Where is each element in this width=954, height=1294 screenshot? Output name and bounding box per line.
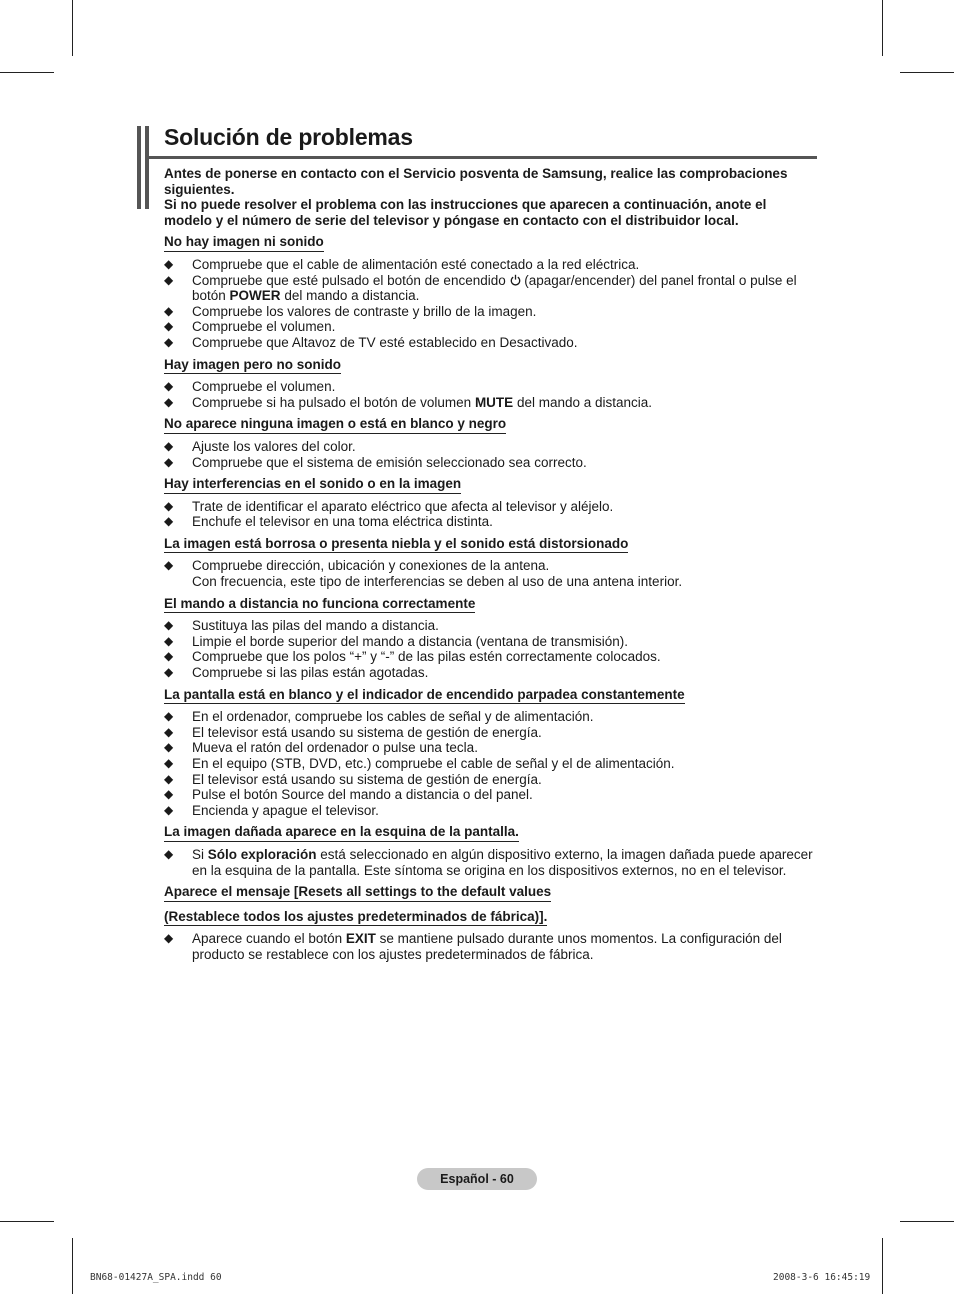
page-title: Solución de problemas <box>164 124 413 150</box>
section <box>164 687 814 819</box>
section-heading: Aparece el mensaje [Resets all settings to the default values <box>164 884 551 902</box>
section <box>164 476 814 530</box>
item-text: Trate de identificar el aparato eléctrico que afecta al televisor y aléjelo. <box>192 498 614 514</box>
item-text: está seleccionado en algún dispositivo externo, la imagen dañada puede aparecer en la esquina de la pantalla. Este síntoma se origina en los dispositivos externos, no en el televisor. <box>192 846 813 878</box>
intro-text-1: Antes de ponerse en contacto con el Servicio posventa de Samsung, realice las comprobaciones siguientes. <box>164 166 788 197</box>
diamond-bullet-icon: ◆ <box>164 756 174 770</box>
bullet-list <box>164 499 814 530</box>
item-text: En el ordenador, compruebe los cables de señal y de alimentación. <box>192 709 594 725</box>
print-slug-file: BN68-01427A_SPA.indd 60 <box>90 1272 222 1283</box>
section-heading: La pantalla está en blanco y el indicador de encendido parpadea constantemente <box>164 687 685 705</box>
diamond-bullet-icon: ◆ <box>164 438 174 453</box>
list-item <box>164 756 814 772</box>
item-text: En el equipo (STB, DVD, etc.) compruebe el cable de señal y el de alimentación. <box>192 756 675 771</box>
item-text: Mueva el ratón del ordenador o pulse una tecla. <box>192 740 478 756</box>
content <box>164 166 814 963</box>
list-item <box>164 649 814 665</box>
diamond-bullet-icon: ◆ <box>164 394 174 409</box>
item-text: Sustituya las pilas del mando a distancia. <box>192 618 439 634</box>
section <box>164 596 814 681</box>
item-text: Compruebe dirección, ubicación y conexiones de la antena. <box>192 558 550 574</box>
list-item <box>164 772 814 788</box>
item-text: Compruebe que esté pulsado el botón de encendido <box>192 272 510 288</box>
diamond-bullet-icon: ◆ <box>164 633 174 648</box>
page-number-badge: Español - 60 <box>417 1168 537 1190</box>
section-heading-line2: (Restablece todos los ajustes predeterminados de fábrica)]. <box>164 909 547 927</box>
item-text: Enchufe el televisor en una toma eléctrica distinta. <box>192 514 493 530</box>
list-item <box>164 725 814 741</box>
crop-mark <box>72 0 73 56</box>
item-text: Compruebe el volumen. <box>192 319 336 335</box>
section-heading: El mando a distancia no funciona correctamente <box>164 596 475 614</box>
bullet-list <box>164 257 814 351</box>
list-item <box>164 257 814 273</box>
list-item <box>164 514 814 530</box>
item-text: Compruebe que el sistema de emisión seleccionado sea correcto. <box>192 454 587 470</box>
diamond-bullet-icon: ◆ <box>164 931 174 946</box>
section-heading: Hay imagen pero no sonido <box>164 357 341 375</box>
item-text: Si <box>192 846 208 862</box>
section <box>164 357 814 411</box>
item-text: Aparece cuando el botón <box>192 931 346 947</box>
list-item <box>164 499 814 515</box>
list-item <box>164 273 814 304</box>
item-text: Compruebe que Altavoz de TV esté establecido en Desactivado. <box>192 334 578 350</box>
crop-mark <box>72 1238 73 1294</box>
list-item <box>164 847 814 878</box>
title-accent-bar <box>145 126 149 209</box>
section-heading: La imagen está borrosa o presenta niebla y el sonido está distorsionado <box>164 536 628 554</box>
diamond-bullet-icon: ◆ <box>164 846 174 861</box>
power-icon <box>510 274 521 286</box>
diamond-bullet-icon: ◆ <box>164 514 174 529</box>
list-item <box>164 319 814 335</box>
diamond-bullet-icon: ◆ <box>164 802 174 817</box>
item-text: Compruebe que los polos “+” y “-” de las pilas estén correctamente colocados. <box>192 649 661 665</box>
crop-mark <box>900 1221 954 1222</box>
bullet-list <box>164 709 814 818</box>
diamond-bullet-icon: ◆ <box>164 498 174 513</box>
intro-text-2: Si no puede resolver el problema con las instrucciones que aparecen a continuación, anote el modelo y el número de serie del televisor y póngase en contacto con el distribuidor local. <box>164 197 767 228</box>
item-text: Compruebe si las pilas están agotadas. <box>192 665 429 681</box>
item-text: del mando a distancia. <box>513 394 653 410</box>
item-text: Compruebe si ha pulsado el botón de volumen <box>192 394 475 410</box>
diamond-bullet-icon: ◆ <box>164 665 174 680</box>
item-keyword: Sólo exploración <box>207 846 317 862</box>
item-text: Pulse el botón Source del mando a distancia o del panel. <box>192 787 533 803</box>
section <box>164 416 814 470</box>
bullet-list <box>164 439 814 470</box>
list-item <box>164 455 814 471</box>
crop-mark <box>0 72 54 73</box>
diamond-bullet-icon: ◆ <box>164 618 174 633</box>
section-heading: No hay imagen ni sonido <box>164 234 324 252</box>
title-accent-bar <box>137 126 141 209</box>
section <box>164 884 814 962</box>
item-keyword: POWER <box>229 288 281 304</box>
item-keyword: MUTE <box>474 394 514 410</box>
list-item <box>164 335 814 351</box>
list-item <box>164 634 814 650</box>
item-text: El televisor está usando su sistema de gestión de energía. <box>192 724 542 740</box>
diamond-bullet-icon: ◆ <box>164 724 174 739</box>
diamond-bullet-icon: ◆ <box>164 740 174 755</box>
diamond-bullet-icon: ◆ <box>164 709 174 724</box>
item-text: Compruebe que el cable de alimentación esté conectado a la red eléctrica. <box>192 256 640 272</box>
list-item <box>164 439 814 455</box>
bullet-list <box>164 618 814 680</box>
bullet-list <box>164 931 814 962</box>
diamond-bullet-icon: ◆ <box>164 256 174 271</box>
list-item <box>164 803 814 819</box>
diamond-bullet-icon: ◆ <box>164 379 174 394</box>
list-item <box>164 304 814 320</box>
section <box>164 234 814 350</box>
section <box>164 824 814 878</box>
item-keyword: EXIT <box>345 931 376 947</box>
item-text: Compruebe el volumen. <box>192 379 336 395</box>
troubleshooting-sections <box>164 234 814 962</box>
item-text: (apagar/encender) del panel frontal o pulse el botón <box>192 272 797 304</box>
diamond-bullet-icon: ◆ <box>164 272 174 287</box>
section <box>164 536 814 590</box>
section-heading: La imagen dañada aparece en la esquina de la pantalla. <box>164 824 519 842</box>
diamond-bullet-icon: ◆ <box>164 454 174 469</box>
list-item <box>164 740 814 756</box>
bullet-list <box>164 558 814 589</box>
title-rule <box>149 156 817 159</box>
list-item <box>164 395 814 411</box>
item-text: se mantiene pulsado durante unos momentos. La configuración del producto se restablece con los ajustes predeterminados de fábrica. <box>192 931 782 962</box>
list-item <box>164 787 814 803</box>
list-item <box>164 379 814 395</box>
list-item <box>164 618 814 634</box>
section-heading: Hay interferencias en el sonido o en la imagen <box>164 476 461 494</box>
diamond-bullet-icon: ◆ <box>164 771 174 786</box>
list-item <box>164 665 814 681</box>
print-slug-date: 2008-3-6 16:45:19 <box>773 1272 871 1283</box>
item-text: Encienda y apague el televisor. <box>192 802 379 818</box>
item-subtext: Con frecuencia, este tipo de interferencias se deben al uso de una antena interior. <box>192 574 683 590</box>
crop-mark <box>882 1238 883 1294</box>
crop-mark <box>0 1221 54 1222</box>
diamond-bullet-icon: ◆ <box>164 303 174 318</box>
section-heading: No aparece ninguna imagen o está en blanco y negro <box>164 416 506 434</box>
item-text: del mando a distancia. <box>280 288 420 304</box>
diamond-bullet-icon: ◆ <box>164 558 174 573</box>
bullet-list <box>164 379 814 410</box>
diamond-bullet-icon: ◆ <box>164 649 174 664</box>
item-text: Compruebe los valores de contraste y brillo de la imagen. <box>192 303 537 319</box>
list-item <box>164 931 814 962</box>
crop-mark <box>882 0 883 56</box>
list-item <box>164 558 814 589</box>
item-text: Limpie el borde superior del mando a distancia (ventana de transmisión). <box>192 633 628 649</box>
item-text: El televisor está usando su sistema de gestión de energía. <box>192 771 542 787</box>
diamond-bullet-icon: ◆ <box>164 319 174 334</box>
list-item <box>164 709 814 725</box>
item-text: Ajuste los valores del color. <box>192 438 356 454</box>
crop-mark <box>900 72 954 73</box>
diamond-bullet-icon: ◆ <box>164 787 174 802</box>
diamond-bullet-icon: ◆ <box>164 334 174 349</box>
bullet-list <box>164 847 814 878</box>
